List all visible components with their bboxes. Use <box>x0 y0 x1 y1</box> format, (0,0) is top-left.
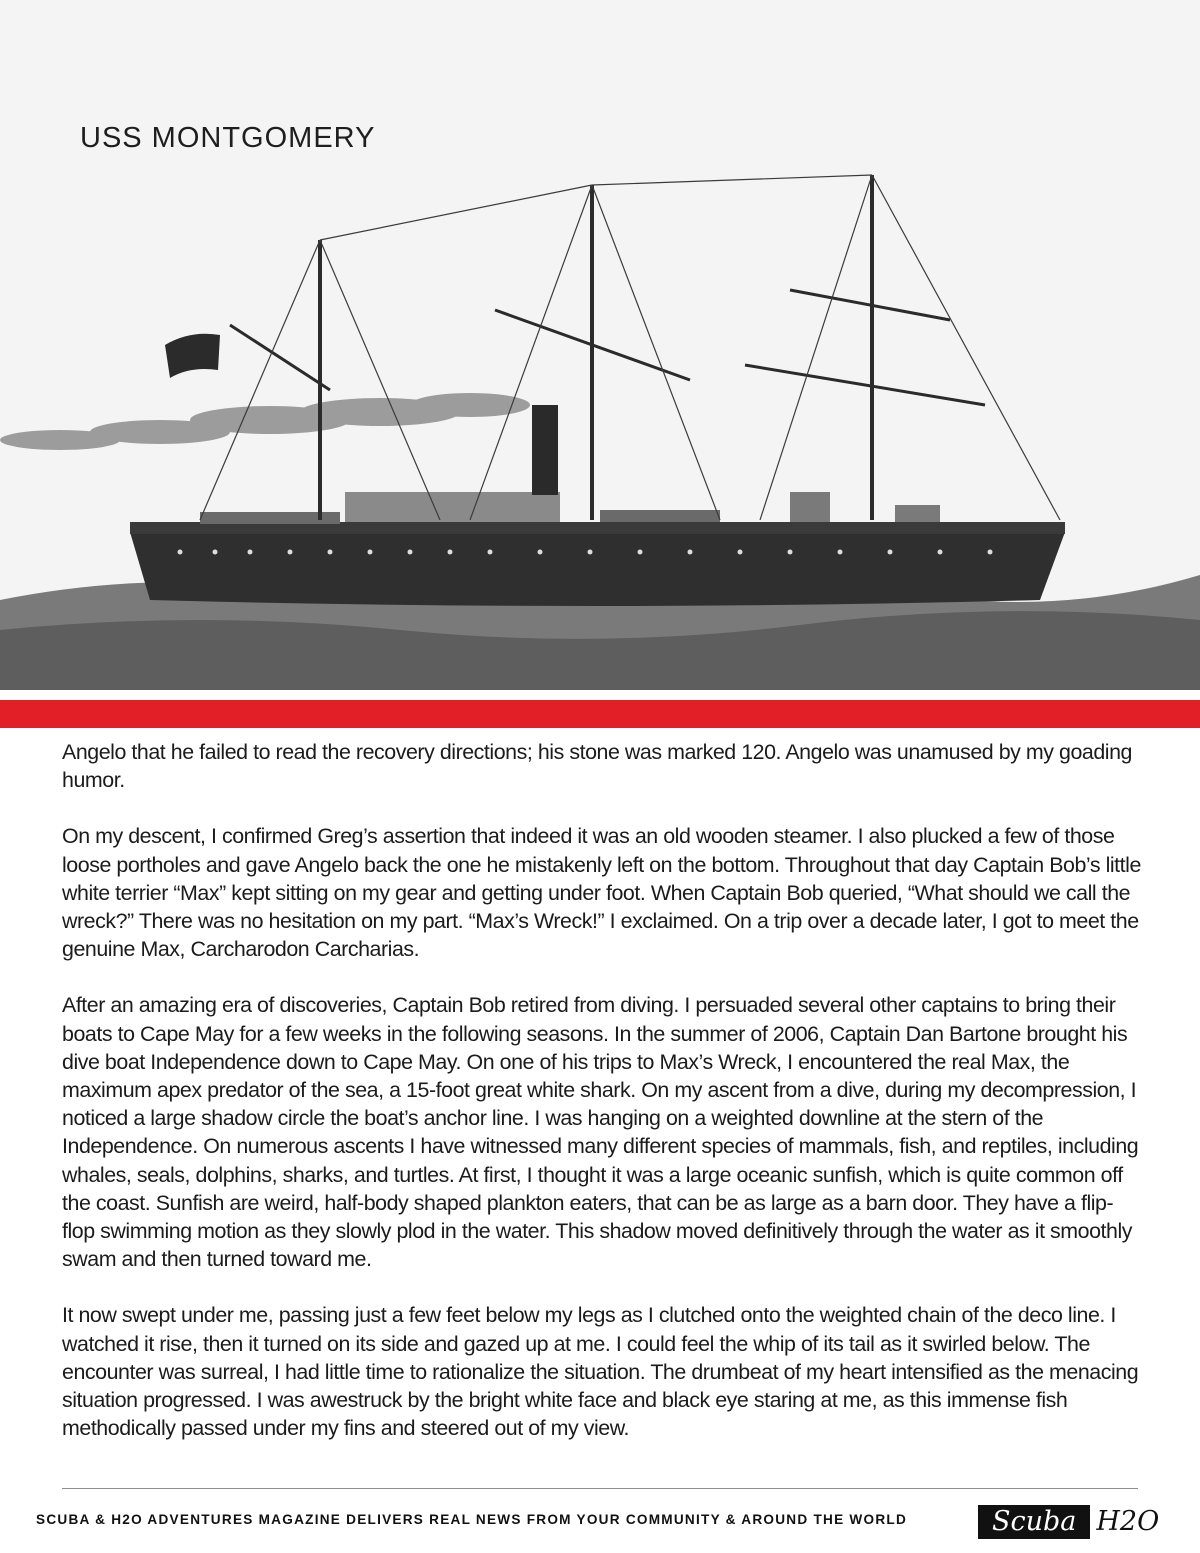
page-title: USS MONTGOMERY <box>80 122 376 154</box>
article-body <box>62 738 1142 1470</box>
article-paragraph: It now swept under me, passing just a few feet below my legs as I clutched onto the weighted chain of the deco line. I watched it rise, then it turned on its side and gazed up at me. I could feel the whip of its tail as it swirled below. The encounter was surreal, I had little time to rationalize the situation. The drumbeat of my heart intensified as the menacing situation progressed. I was awestruck by the bright white face and black eye staring at me, as this immense fish methodically passed under my fins and steered out of my view. <box>62 1303 1139 1441</box>
footer-tagline: SCUBA & H2O ADVENTURES MAGAZINE DELIVERS REAL NEWS FROM YOUR COMMUNITY & AROUND THE WORLD <box>36 1512 908 1527</box>
smoke-trail <box>0 393 530 450</box>
article-paragraph: Angelo that he failed to read the recovery directions; his stone was marked 120. Angelo was unamused by my goading humor. <box>62 740 1132 793</box>
hero-illustration <box>0 0 1200 690</box>
article-paragraph: After an amazing era of discoveries, Captain Bob retired from diving. I persuaded several other captains to bring their boats to Cape May for a few weeks in the following seasons. In the summer of 2006, Captain Dan Bartone brought his dive boat Independence down to Cape May. On one of his trips to Max’s Wreck, I encountered the real Max, the maximum apex predator of the sea, a 15-foot great white shark. On my ascent from a dive, during my decompression, I noticed a large shadow circle the boat’s anchor line. I was hanging on a weighted downline at the stern of the Independence. On numerous ascents I have witnessed many different species of mammals, fish, and reptiles, including whales, seals, dolphins, sharks, and turtles. At first, I thought it was a large oceanic sunfish, which is quite common off the coast. Sunfish are weird, half-body shaped plankton eaters, that can be as large as a barn door. They have a flip-flop swimming motion as they slowly plod in the water. This shadow moved definitively through the water as it smoothly swam and then turned toward me. <box>62 993 1139 1272</box>
logo-secondary: H2O <box>1096 1506 1160 1537</box>
flag <box>165 334 220 378</box>
magazine-logo <box>978 1502 1159 1542</box>
ship-hull <box>130 532 1065 606</box>
accent-band <box>0 700 1200 728</box>
smokestack <box>532 405 558 495</box>
article-paragraph: On my descent, I confirmed Greg’s assertion that indeed it was an old wooden steamer. I also plucked a few of those loose portholes and gave Angelo back the one he mistakenly left on the bottom. Throughout that day Captain Bob’s little white terrier “Max” kept sitting on my gear and getting under foot. When Captain Bob queried, “What should we call the wreck?” There was no hesitation on my part. “Max’s Wreck!” I exclaimed. On a trip over a decade later, I got to meet the genuine Max, Carcharodon Carcharias. <box>62 824 1141 962</box>
logo-primary: Scuba <box>978 1505 1090 1539</box>
steamship-illustration <box>0 0 1200 690</box>
footer-divider <box>62 1488 1138 1489</box>
